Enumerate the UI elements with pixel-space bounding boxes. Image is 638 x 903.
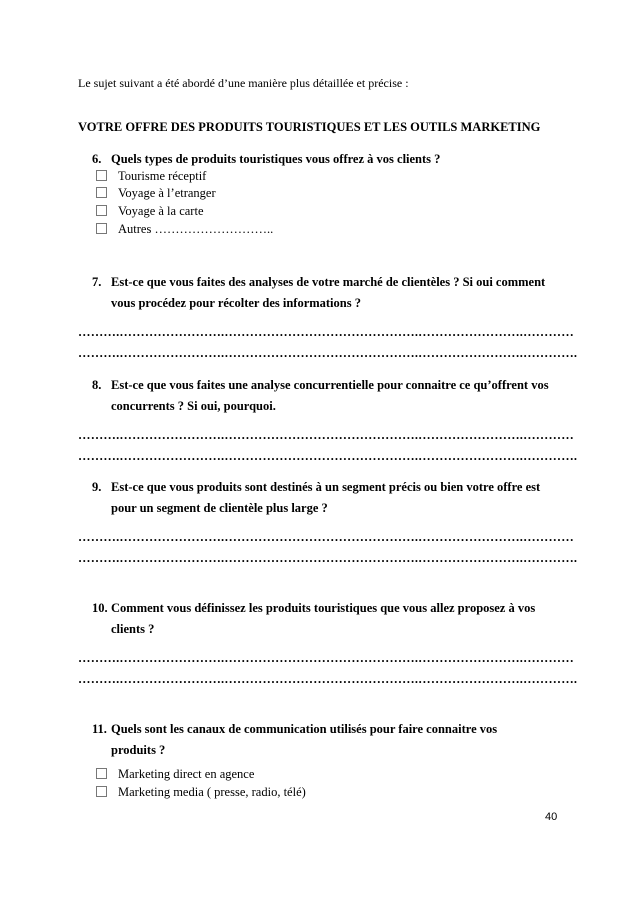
question-text-line-1: Est-ce que vous faites des analyses de votre marché de clientèles ? Si oui comment	[111, 275, 546, 289]
question-number: 8.	[92, 378, 102, 392]
question-text-line-1: Comment vous définissez les produits touristiques que vous allez proposez à vos	[111, 601, 536, 615]
checkbox-icon[interactable]	[96, 223, 107, 234]
checkbox-icon[interactable]	[96, 205, 107, 216]
answer-line[interactable]: ……….…………………….……………………………………….…………………….………….	[78, 449, 578, 463]
question-number: 7.	[92, 275, 102, 289]
question-10	[92, 597, 572, 641]
question-text-line-2: clients ?	[111, 622, 155, 636]
question-number: 11.	[92, 722, 107, 736]
answer-line[interactable]: ……….…………………….……………………………………….…………………….…………	[78, 325, 574, 339]
intro-text: Le sujet suivant a été abordé d’une manière plus détaillée et précise :	[78, 76, 409, 90]
option-marketing-direct[interactable]	[96, 767, 254, 782]
option-label: Marketing direct en agence	[118, 767, 255, 781]
question-number: 10.	[92, 601, 108, 615]
section-title: VOTRE OFFRE DES PRODUITS TOURISTIQUES ET LES OUTILS MARKETING	[78, 120, 541, 134]
option-label: Marketing media ( presse, radio, télé)	[118, 785, 306, 799]
answer-line[interactable]: ……….…………………….……………………………………….…………………….…………	[78, 428, 574, 442]
question-text: Quels types de produits touristiques vous offrez à vos clients ?	[111, 152, 441, 166]
option-label: Voyage à l’etranger	[118, 186, 216, 200]
question-number: 9.	[92, 480, 102, 494]
checkbox-icon[interactable]	[96, 768, 107, 779]
checkbox-icon[interactable]	[96, 187, 107, 198]
answer-line[interactable]: ……….…………………….……………………………………….…………………….………….	[78, 551, 578, 565]
page-number: 40	[545, 811, 558, 823]
checkbox-icon[interactable]	[96, 170, 107, 181]
option-label: Voyage à la carte	[118, 204, 204, 218]
answer-line[interactable]: ……….…………………….……………………………………….…………………….…………	[78, 530, 574, 544]
option-label: Tourisme réceptif	[118, 169, 207, 183]
question-7	[92, 271, 572, 315]
option-autres[interactable]	[96, 222, 273, 237]
question-text-line-2: produits ?	[111, 743, 166, 757]
answer-line[interactable]: ……….…………………….……………………………………….…………………….…………	[78, 651, 574, 665]
question-number: 6.	[92, 152, 102, 166]
answer-line[interactable]: ……….…………………….……………………………………….…………………….………….	[78, 672, 578, 686]
option-tourisme-receptif[interactable]	[96, 169, 206, 184]
checkbox-icon[interactable]	[96, 786, 107, 797]
question-8	[92, 374, 572, 418]
question-text-line-2: vous procédez pour récolter des informations ?	[111, 296, 361, 310]
option-voyage-carte[interactable]	[96, 204, 204, 219]
question-6	[92, 148, 562, 170]
option-marketing-media[interactable]	[96, 785, 306, 800]
option-voyage-etranger[interactable]	[96, 186, 216, 201]
question-text-line-2: concurrents ? Si oui, pourquoi.	[111, 399, 276, 413]
question-text-line-1: Est-ce que vous faites une analyse concurrentielle pour connaitre ce qu’offrent vos	[111, 378, 549, 392]
question-11	[92, 718, 572, 762]
option-label: Autres ………………………..	[118, 222, 274, 236]
question-text-line-2: pour un segment de clientèle plus large ?	[111, 501, 328, 515]
question-text-line-1: Quels sont les canaux de communication utilisés pour faire connaitre vos	[111, 722, 498, 736]
question-text-line-1: Est-ce que vous produits sont destinés à un segment précis ou bien votre offre est	[111, 480, 541, 494]
question-9	[92, 476, 572, 520]
answer-line[interactable]: ……….…………………….……………………………………….…………………….………….	[78, 346, 578, 360]
